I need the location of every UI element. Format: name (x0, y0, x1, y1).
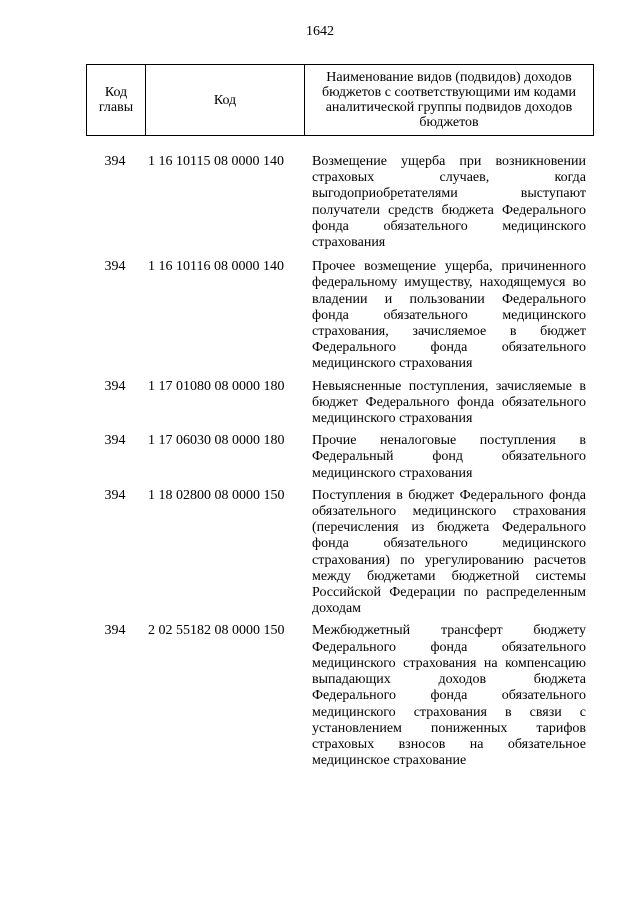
name-line: медицинского страхования (312, 356, 473, 372)
name-line: Российской Федерации по распределенным (312, 585, 586, 601)
name-line: обязательного медицинского страхования (312, 504, 586, 520)
name-line: Межбюджетный трансферт бюджету (312, 623, 586, 639)
row-income-code: 1 18 02800 08 0000 150 (148, 487, 285, 503)
name-line: Федерального фонда обязательного (312, 639, 586, 655)
name-line: выгодоприобретателями выступают (312, 186, 586, 202)
name-line: получатели средств бюджета Федерального (312, 202, 586, 218)
name-line: между бюджетами бюджетной системы (312, 568, 586, 584)
name-line: Федеральный фонд обязательного (312, 449, 586, 465)
row-income-name (312, 433, 586, 482)
row-glava-code: 394 (104, 487, 126, 503)
table-row (86, 623, 594, 769)
name-line: Прочее возмещение ущерба, причиненного (312, 259, 586, 275)
row-income-code: 1 17 06030 08 0000 180 (148, 433, 285, 449)
name-line: (перечисления из бюджета Федерального (312, 520, 586, 536)
name-line: медицинского страхования (312, 465, 473, 481)
name-line: владении и пользовании Федерального (312, 291, 586, 307)
name-line: Федерального фонда обязательного (312, 688, 586, 704)
name-line: медицинского страхования на компенсацию (312, 655, 586, 671)
name-line: выпадающих доходов бюджета (312, 672, 586, 688)
name-line: медицинского страхования (312, 411, 473, 427)
name-line: фонда обязательного медицинского (312, 536, 586, 552)
name-line: страхования) по урегулированию расчетов (312, 552, 586, 568)
row-glava-code: 394 (104, 378, 126, 394)
table-body (86, 154, 594, 769)
name-line: медицинского страхования в связи с (312, 704, 586, 720)
name-line: Невыясненные поступления, зачисляемые в (312, 378, 586, 394)
table-row (86, 379, 594, 428)
row-glava-code: 394 (104, 154, 126, 169)
row-glava-code: 394 (104, 433, 126, 449)
row-income-name (312, 259, 586, 372)
row-income-name (312, 379, 586, 428)
name-line: страхования, зачисляемое в бюджет (312, 324, 586, 340)
table-row (86, 488, 594, 618)
page-number: 1642 (306, 24, 334, 39)
row-income-code: 1 16 10115 08 0000 140 (148, 154, 284, 169)
table-row (86, 433, 594, 482)
row-income-name (312, 623, 586, 769)
name-line: страхования (312, 235, 386, 251)
name-line: федеральному имуществу, находящемуся во (312, 275, 586, 291)
row-income-name (312, 154, 586, 251)
table-row (86, 154, 594, 251)
name-line: Возмещение ущерба при возникновении (312, 154, 586, 169)
header-col-code: Код (146, 65, 305, 135)
row-glava-code: 394 (104, 259, 126, 275)
name-line: медицинское страхование (312, 753, 467, 769)
row-income-code: 1 16 10116 08 0000 140 (148, 259, 284, 275)
table-header (86, 64, 594, 136)
name-line: бюджет Федерального фонда обязательного (312, 394, 586, 410)
name-line: установлением пониженных тарифов (312, 720, 586, 736)
name-line: Поступления в бюджет Федерального фонда (312, 487, 586, 503)
row-income-code: 1 17 01080 08 0000 180 (148, 378, 285, 394)
name-line: фонда обязательного медицинского (312, 307, 586, 323)
name-line: страховых взносов на обязательное (312, 736, 586, 752)
table-row (86, 259, 594, 372)
name-line: доходам (312, 601, 362, 617)
name-line: страховых случаев, когда (312, 170, 586, 186)
name-line: Федерального фонда обязательного (312, 340, 586, 356)
row-income-name (312, 488, 586, 618)
header-col-name: Наименование видов (подвидов) доходов бюджетов с соответствующими им кодами аналитической группы подвидов доходов бюджетов (322, 70, 576, 130)
row-income-code: 2 02 55182 08 0000 150 (148, 623, 285, 639)
name-line: фонда обязательного медицинского (312, 218, 586, 234)
row-glava-code: 394 (104, 623, 126, 639)
name-line: Прочие неналоговые поступления в (312, 433, 586, 449)
header-col-glava: Код главы (87, 65, 146, 135)
